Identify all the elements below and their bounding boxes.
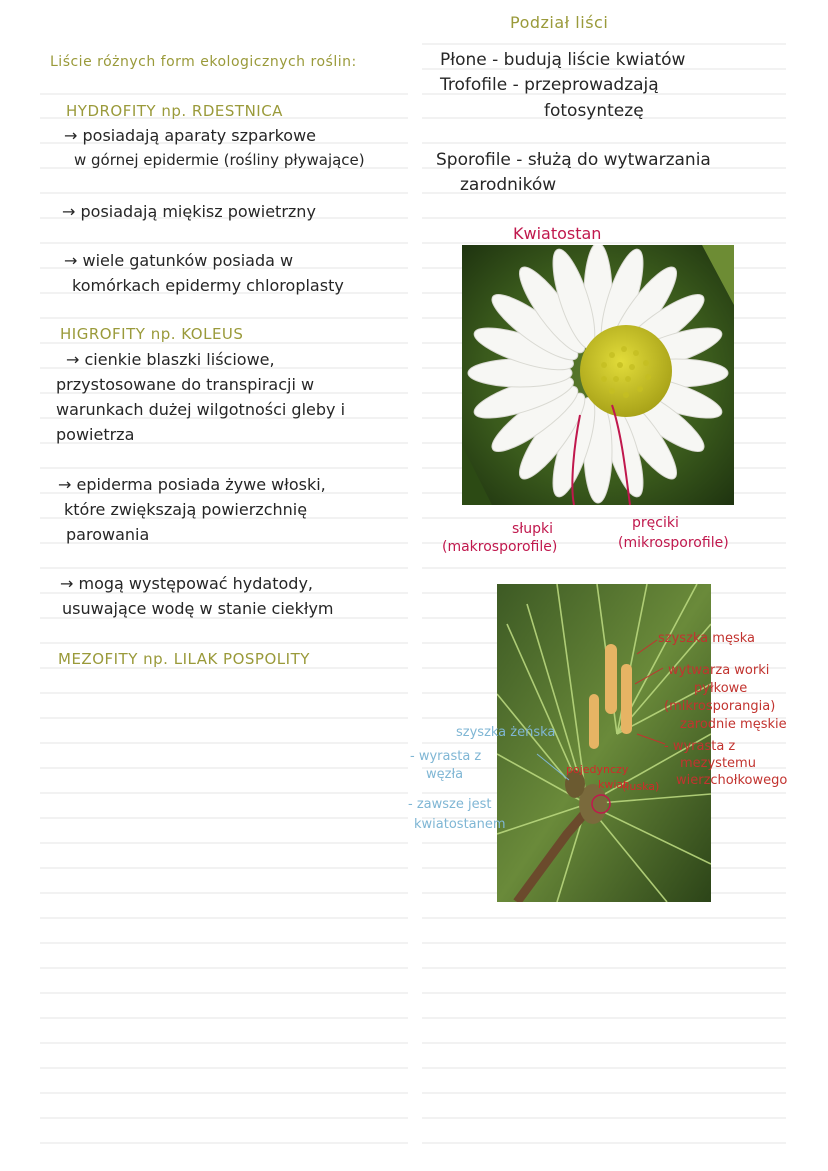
higrofity-b1-line4: powietrza [56,425,135,444]
arrow-bullet-icon: → [64,251,78,270]
higrofity-b2-line3: parowania [66,525,150,544]
hydrofity-bullet-3 [64,253,293,269]
pine-annotation-single-flower-1: pojedynczy [566,763,629,776]
higrofity-b1-line3: warunkach dużej wilgotności gleby i [56,400,346,419]
mezofity-heading: MEZOFITY np. LILAK POSPOLITY [58,650,310,668]
arrow-bullet-icon: → [64,126,78,145]
pine-annotation-r6: - wyrasta z [664,739,736,754]
left-title: Liście różnych form ekologicznych roślin: [50,54,357,70]
higrofity-b1-line2: przystosowane do transpiracji w [56,375,315,394]
pine-annotation-r2: wytwarza worki [668,663,770,678]
podzial-line-3: fotosyntezę [544,101,644,121]
pine-annotation-r7: mezystemu [680,756,756,771]
higrofity-bullet-1 [66,352,275,368]
pine-annotation-single-flower-2: kwiat [598,778,628,791]
daisy-label-right-1: pręciki [632,515,679,531]
arrow-bullet-icon: → [66,350,80,369]
higrofity-b2-line1: epiderma posiada żywe włoski, [76,475,326,494]
pine-annotation-b4: - zawsze jest [408,797,492,812]
higrofity-b2-line2: które zwiększają powierzchnię [64,500,308,519]
higrofity-bullet-2 [58,477,326,493]
podzial-line-1: Płone - budują liście kwiatów [440,50,686,70]
daisy-photo [462,245,734,505]
higrofity-b3-line1: mogą występować hydatody, [78,574,313,593]
arrow-bullet-icon: → [60,574,74,593]
hydrofity-bullet-1 [64,128,316,144]
higrofity-heading: HIGROFITY np. KOLEUS [60,325,244,343]
pine-annotation-r4: (mikrosporangia) [664,699,776,714]
pine-annotation-female-cone: szyszka żeńska [456,725,556,740]
higrofity-b3-line2: usuwające wodę w stanie ciekłym [62,599,334,618]
pine-annotation-r3: pyłkowe [694,681,748,696]
hydrofity-bullet-2 [62,204,316,220]
hydrofity-b3-line2: komórkach epidermy chloroplasty [72,276,344,295]
daisy-label-left-1: słupki [512,521,554,537]
podzial-line-2: Trofofile - przeprowadzają [440,75,659,95]
hydrofity-b2-text: posiadają miękisz powietrzny [80,202,316,221]
higrofity-b1-line1: cienkie blaszki liściowe, [84,350,275,369]
pine-annotation-male-cone: szyszka męska [658,631,755,646]
kwiatostan-label: Kwiatostan [513,224,602,243]
higrofity-bullet-3 [60,576,313,592]
pine-annotation-b3: węzła [426,767,464,782]
daisy-label-right-2: (mikrosporofile) [618,535,729,551]
podzial-line-4: Sporofile - służą do wytwarzania [436,150,711,170]
daisy-label-left-2: (makrosporofile) [442,539,558,555]
right-title: Podział liści [510,13,609,32]
hydrofity-b1-line2: w górnej epidermie (rośliny pływające) [74,151,365,169]
hydrofity-heading: HYDROFITY np. RDESTNICA [66,102,283,120]
pine-annotation-b5: kwiatostanem [414,817,506,832]
hydrofity-b1-line1: posiadają aparaty szparkowe [82,126,316,145]
pine-annotation-r5: zarodnie męskie [680,717,787,732]
podzial-line-5: zarodników [460,175,557,195]
pine-annotation-r8: wierzchołkowego [676,773,788,788]
arrow-bullet-icon: → [58,475,72,494]
pine-annotation-b2: - wyrasta z [410,749,482,764]
arrow-bullet-icon: → [62,202,76,221]
hydrofity-b3-line1: wiele gatunków posiada w [82,251,294,270]
pine-annotation-single-flower-3: (łuska) [622,780,660,793]
